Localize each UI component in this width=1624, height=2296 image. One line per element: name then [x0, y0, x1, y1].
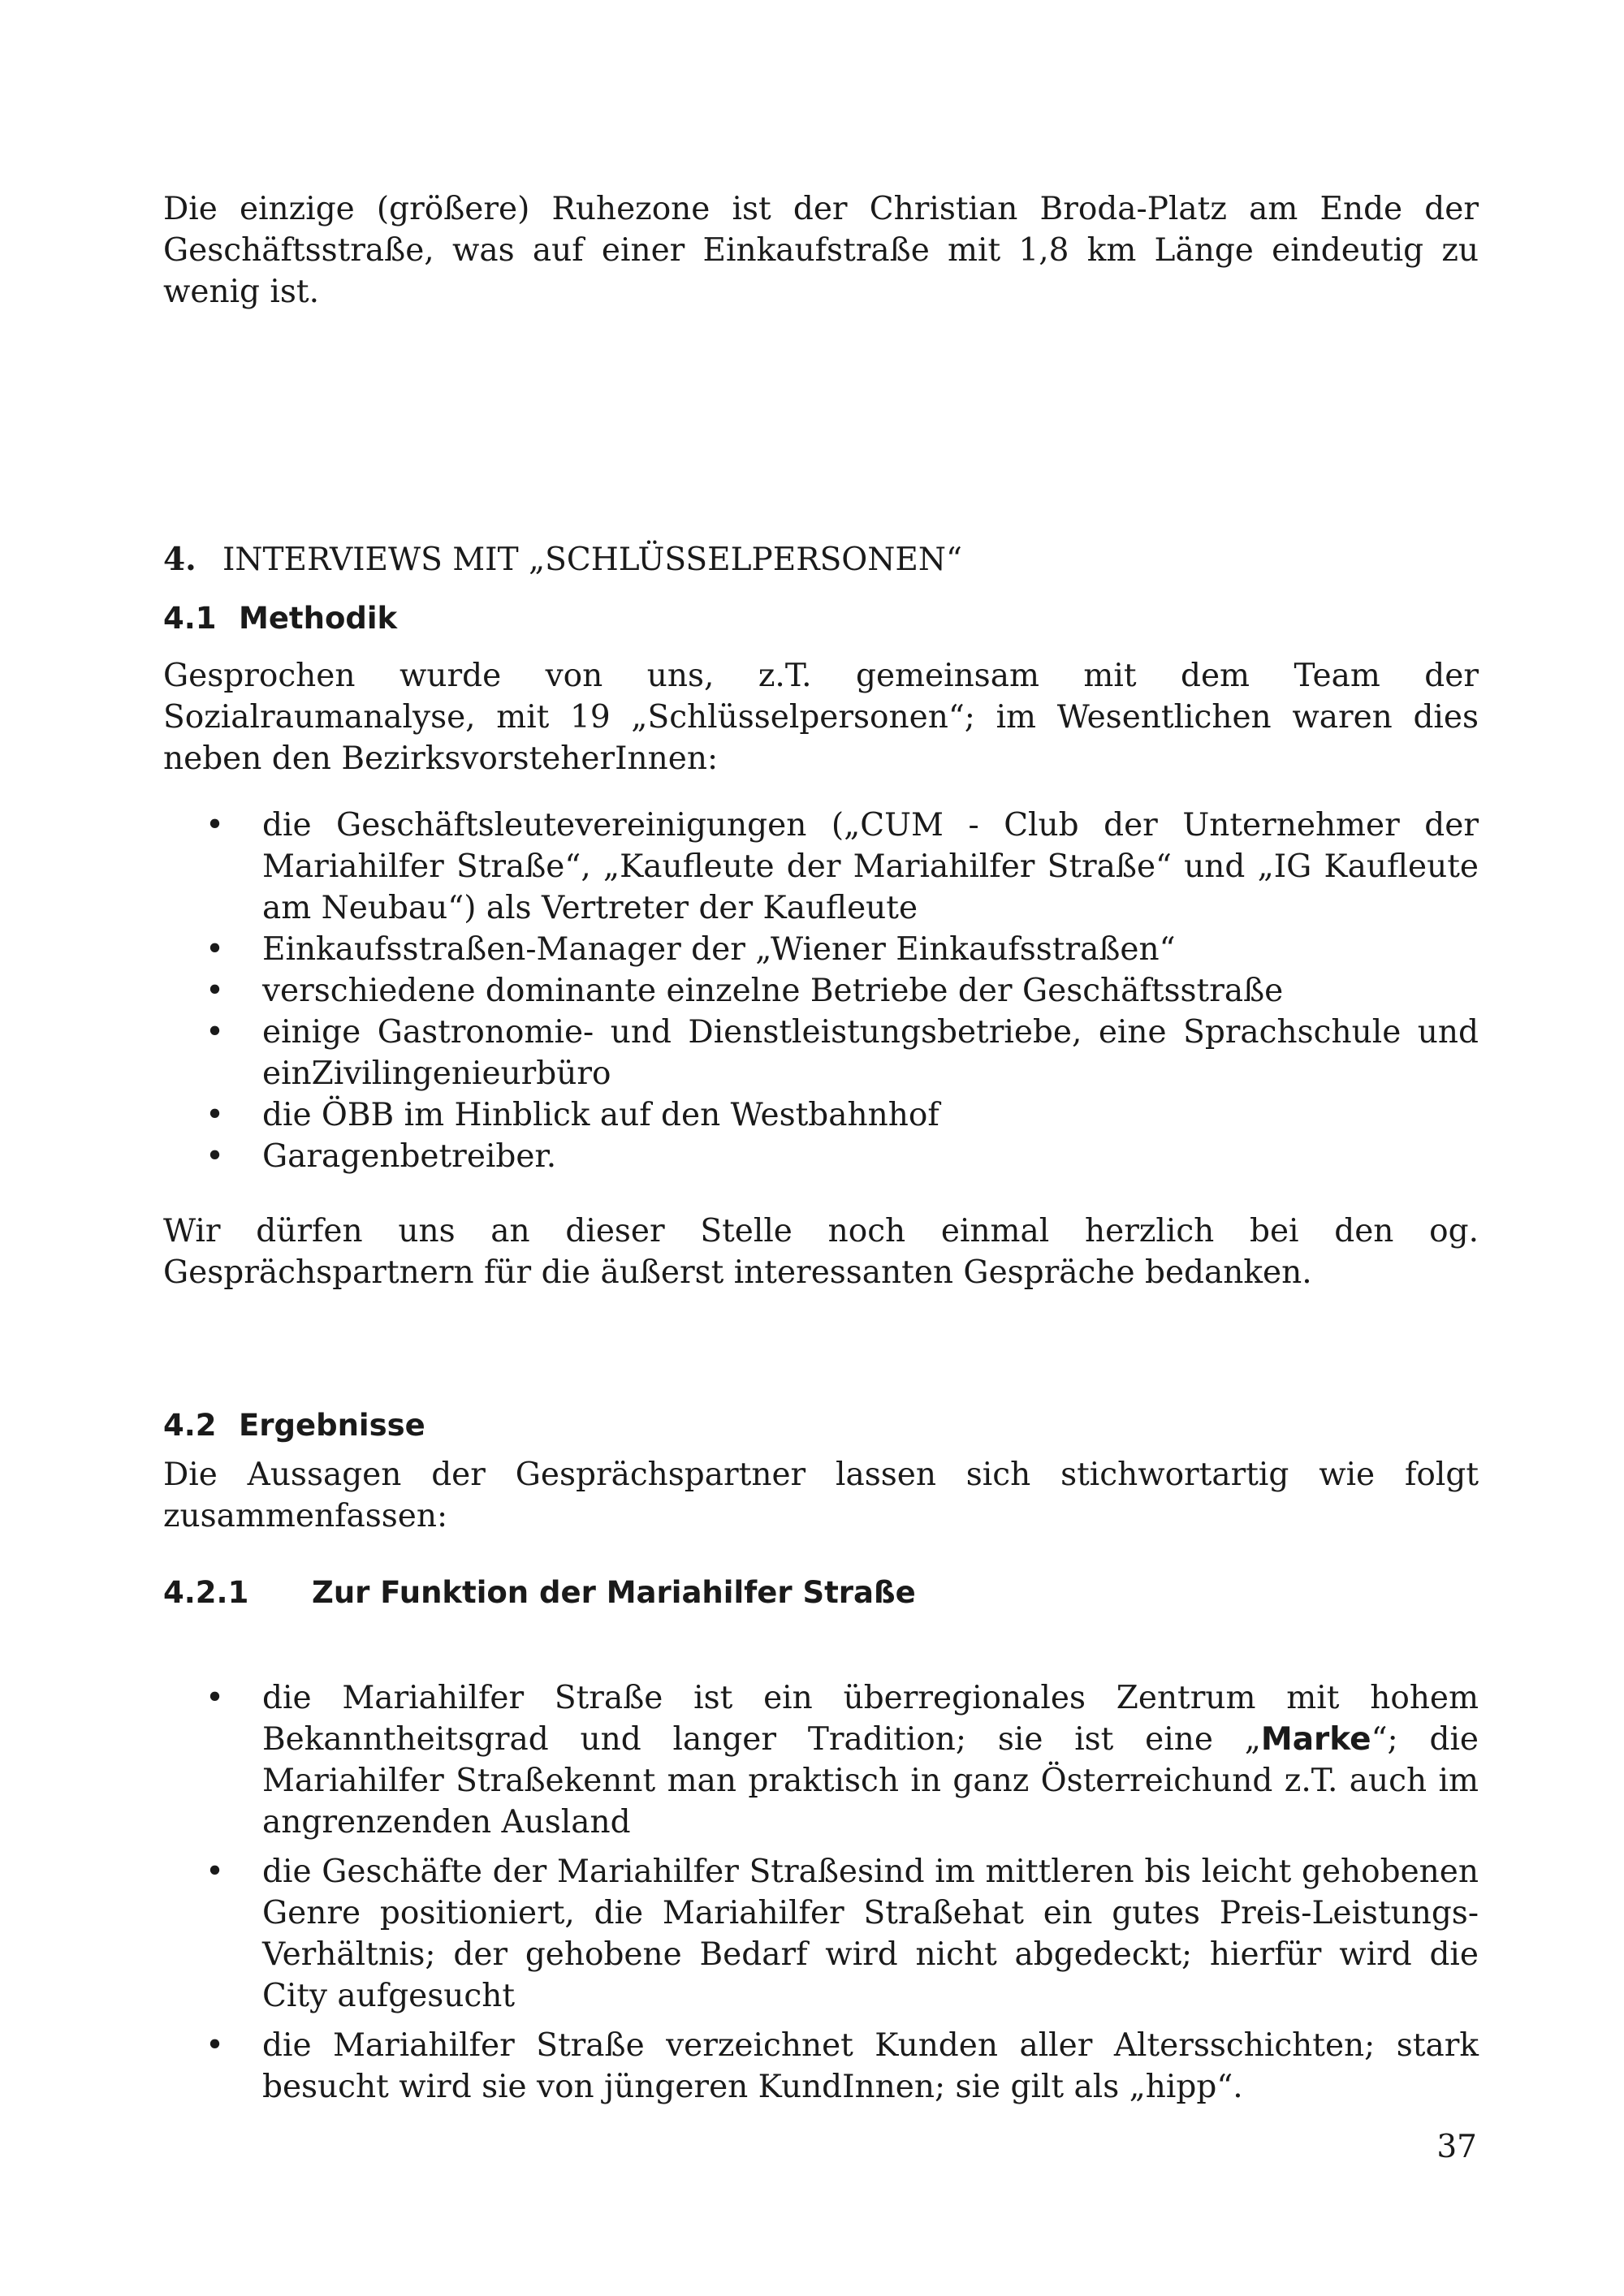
list-item: • verschiedene dominante einzelne Betriebe der Geschäftsstraße [163, 970, 1479, 1012]
section-4-2-heading [163, 1405, 1479, 1446]
ergebnisse-paragraph: Die Aussagen der Gesprächspartner lassen sich stichwortartig wie folgt zusammenfassen: [163, 1457, 1479, 1534]
section-4-title: INTERVIEWS MIT „SCHLÜSSELPERSONEN“ [222, 542, 962, 578]
list-item: • Garagenbetreiber. [163, 1136, 1479, 1177]
section-4-2-1-title: Zur Funktion der Mariahilfer Straße [312, 1575, 916, 1610]
key-persons-list [163, 805, 1479, 1177]
bullet-text-pre: die Mariahilfer Straße ist ein überregionales Zentrum mit hohem Bekanntheitsgrad und langer Tradition; sie ist eine „ [262, 1680, 1479, 1758]
section-4-1-heading [163, 598, 1479, 639]
list-item: • Einkaufsstraßen-Manager der „Wiener Einkaufsstraßen“ [163, 929, 1479, 970]
function-list [163, 1677, 1479, 2108]
methodik-paragraph: Gesprochen wurde von uns, z.T. gemeinsam mit dem Team der Sozialraumanalyse, mit 19 „Schlüsselpersonen“; im Wesentlichen waren dies neben den BezirksvorsteherInnen: [163, 658, 1479, 777]
section-4-2-1-number: 4.2.1 [163, 1575, 249, 1610]
section-4-1-number: 4.1 [163, 601, 217, 636]
section-4-2-number: 4.2 [163, 1408, 217, 1443]
section-4-2-1-heading [163, 1572, 1479, 1613]
section-4-1-title: Methodik [239, 601, 398, 636]
list-item: • die Mariahilfer Straße verzeichnet Kunden aller Altersschichten; stark besucht wird sie von jüngeren KundInnen; sie gilt als „hipp“. [163, 2025, 1479, 2108]
list-item: • die Geschäfte der Mariahilfer Straßesind im mittleren bis leicht gehobenen Genre positioniert, die Mariahilfer Straßehat ein gutes Preis-Leistungs-Verhältnis; der gehobene Bedarf wird nicht abgedeckt; hierfür wird die City aufgesucht [163, 1851, 1479, 2017]
intro-paragraph: Die einzige (größere) Ruhezone ist der Christian Broda-Platz am Ende der Geschäftsstraße, was auf einer Einkaufstraße mit 1,8 km Länge eindeutig zu wenig ist. [163, 191, 1479, 310]
section-4-heading [163, 539, 1479, 580]
document-page [163, 188, 1479, 2116]
marke-emphasis: Marke [1260, 1721, 1371, 1758]
list-item [163, 1677, 1479, 1843]
list-item: • die ÖBB im Hinblick auf den Westbahnhof [163, 1094, 1479, 1136]
bullet-text-post: “; die Mariahilfer Straßekennt man praktisch in ganz Österreichund z.T. auch im angrenzenden Ausland [262, 1721, 1479, 1841]
page-number: 37 [1436, 2129, 1477, 2165]
thanks-paragraph: Wir dürfen uns an dieser Stelle noch einmal herzlich bei den og. Gesprächspartnern für die äußerst interessanten Gespräche bedanken. [163, 1213, 1479, 1291]
section-4-2-title: Ergebnisse [239, 1408, 425, 1443]
list-item: • einige Gastronomie- und Dienstleistungsbetriebe, eine Sprachschule und einZivilingenieurbüro [163, 1012, 1479, 1094]
section-4-number: 4. [163, 541, 197, 578]
list-item: • die Geschäftsleutevereinigungen („CUM - Club der Unternehmer der Mariahilfer Straße“, „Kaufleute der Mariahilfer Straße“ und „IG Kaufleute am Neubau“) als Vertreter der Kaufleute [163, 805, 1479, 929]
